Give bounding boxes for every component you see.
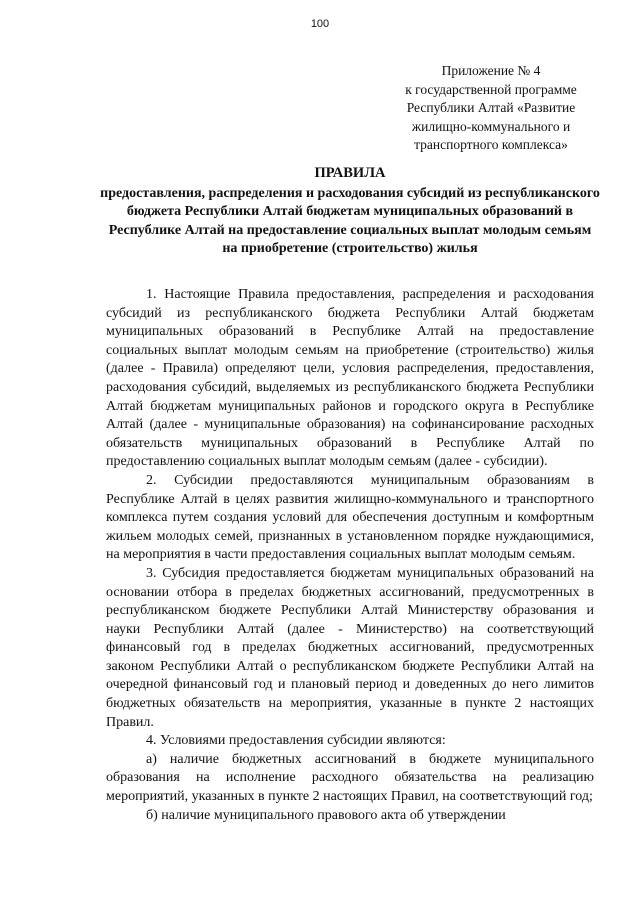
page-number: 100 — [310, 18, 330, 30]
document-body — [106, 286, 594, 825]
appendix-line: к государственной программе — [405, 81, 577, 97]
appendix-line: жилищно-коммунального и — [411, 118, 571, 134]
document-title — [100, 164, 600, 259]
paragraph-4: 4. Условиями предоставления субсидии являются: — [146, 733, 446, 749]
appendix-line: Республики Алтай «Развитие — [406, 100, 576, 115]
appendix-line: транспортного комплекса» — [414, 137, 568, 152]
paragraph-1: 1. Настоящие Правила предоставления, распределения и расходования субсидий из республиканского бюджета Республики Алтай бюджетам муниципальных образований в Республике Алтай на предоставление социальных выплат молодым семьям на приобретение (строительство) жилья (далее - Правила) определяют цели, условия распределения, предоставления, расходования субсидий, выделяемых из республиканского бюджета Республики Алтай бюджетам муниципальных районов и городского округа в Республике Алтай (далее - муниципальные образования) на софинансирование расходных обязательств муниципальных образований в Республике Алтай по предоставлению социальных выплат молодым семьям (далее - субсидии). — [106, 287, 594, 470]
appendix-block — [376, 62, 606, 155]
appendix-line: Приложение № 4 — [441, 63, 541, 78]
paragraph-2: 2. Субсидии предоставляются муниципальным образованиям в Республике Алтай в целях развития жилищно-коммунального и транспортного комплекса путем создания условий для обеспечения доступным и комфортным жильем молодых семей, признанных в установленном порядке нуждающимися, на мероприятия в части предоставления социальных выплат молодым семьям. — [106, 472, 594, 563]
paragraph-3: 3. Субсидия предоставляется бюджетам муниципальных образований на основании отбора в пределах бюджетных ассигнований, предусмотренных в республиканском бюджете Республики Алтай Министерству образования и науки Республики Алтай (далее - Министерство) на соответствующий финансовый год в пределах бюджетных ассигнований, предусмотренных законом Республики Алтай о республиканском бюджете Республики Алтай на очередной финансовый год и плановый период и доведенных до него лимитов бюджетных обязательств на мероприятия, указанные в пункте 2 настоящих Правил. — [106, 565, 594, 730]
paragraph-4b: б) наличие муниципального правового акта об утверждении — [146, 807, 506, 823]
title-heading: ПРАВИЛА — [314, 165, 386, 181]
paragraph-4a: а) наличие бюджетных ассигнований в бюджете муниципального образования на исполнение расходного обязательства на реализацию мероприятий, указанных в пункте 2 настоящих Правил, на соответствующий год; — [106, 751, 594, 805]
title-subtitle: предоставления, распределения и расходования субсидий из республиканского бюджета Республики Алтай бюджетам муниципальных образований в Республике Алтай на предоставление социальных выплат молодым семьям на приобретение (строительство) жилья — [100, 185, 600, 256]
